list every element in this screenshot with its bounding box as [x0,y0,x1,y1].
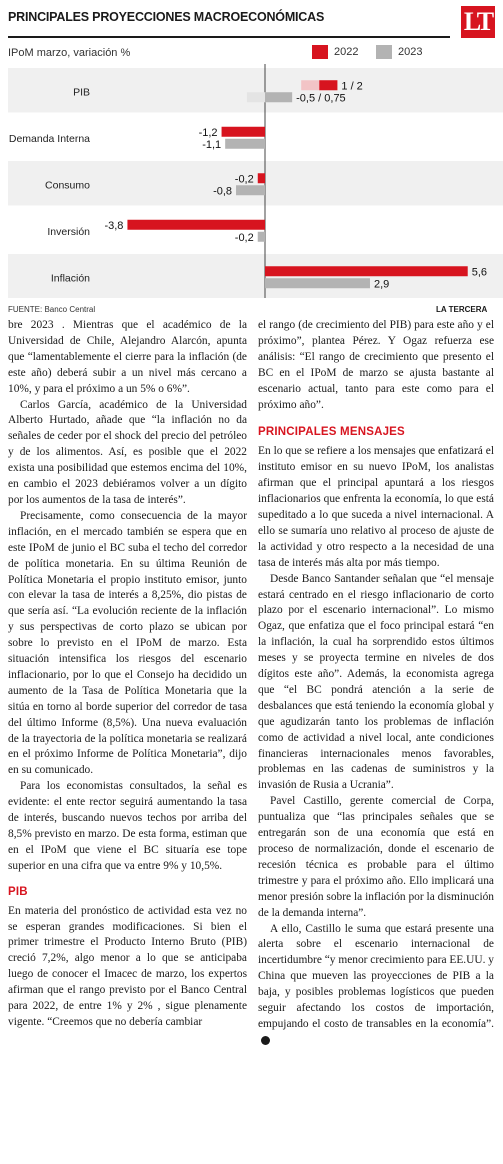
bar-2023 [225,139,265,149]
bar-2022 [222,127,265,137]
legend-swatch-2022 [312,45,328,59]
bar-2023 [265,278,370,288]
data-label-2023: -0,2 [234,231,254,244]
bar-2022 [319,80,337,90]
chart-title: PRINCIPALES PROYECCIONES MACROECONÓMICAS [8,10,325,24]
data-label-2022: -0,2 [234,173,254,186]
bar-chart [0,64,503,298]
article-paragraph: Para los economistas consultados, la señal es evidente: el ente rector seguirá aumentando la tasa de interés, buscando nuevos techos por arriba del 8,5% previsto en marzo. De esta forma, estiman que en el IPoM que viene el BC situaría ese tope superior en una cifra que va entre 9% y 10,5%. [8,780,247,872]
data-label-2022: 1 / 2 [341,80,363,93]
article-paragraph: el rango (de crecimiento del PIB) para este año y el próximo”, plantea Pérez. Y Ogaz refuerza ese análisis: “El rango de crecimiento que presento el BC en el IPoM de marzo se ajusta bastante al escenario actual, tanto para este como para el próximo año”. [258,319,494,411]
legend-label-2022: 2022 [334,46,359,58]
bar-2022 [265,266,468,276]
category-label: Demanda Interna [8,132,90,145]
bar-2023 [258,232,265,242]
category-label: Inflación [50,272,90,285]
data-label-2023: 2,9 [373,278,390,291]
article-paragraph: Pavel Castillo, gerente comercial de Corpa, puntualiza que “las principales señales que se entregarán son de una economía que está en proceso de normalización, donde el escenario de recesión técnica es probable para el último trimestre y para el próximo año. Ello implicará una menor presión sobre la inflación por la disminución de la demanda interna”. [258,795,494,919]
article-paragraph: En materia del pronóstico de actividad esta vez no se esperan grandes modificaciones. Si bien el primer trimestre el Producto Interno Bruto (PIB) creció 7,2%, algo menor a lo que se anticipaba luego de conocer el Imacec de marzo, los expertos afirman que el rango previsto por el Banco Central para 2022, de entre 1% y 2% , sigue plenamente vigente. “Creemos que no debería cambiar [8,904,247,1028]
bar-2023 [265,92,292,102]
bar-2022 [258,173,265,183]
legend-label-2023: 2023 [398,46,423,58]
article-paragraph: En lo que se refiere a los mensajes que enfatizará el instituto emisor en su nuevo IPoM, los analistas afirman que el principal apuntará a los riesgos inflacionarios que enfrenta la economía, lo que está supeditado a lo que suceda a nivel internacional. A ello se sumaría uno relativo al proceso de ajuste de la actividad y otro respecto a la necesidad de una tasa de interés más alta por más tiempo. [258,445,494,569]
la-tercera-logo: LT [461,6,495,38]
chart-subtitle: IPoM marzo, variación % [8,47,131,59]
article-paragraph: Precisamente, como consecuencia de la mayor inflación, en el mercado también se espera que en este IPoM de junio el BC suba el techo del corredor de política monetaria. En su última Reunión de Política Monetaria el propio instituto emisor, junto con elevar la tasa de interés a 8,25%, dio pistas de que sería así. “La evolución reciente de la inflación y sus perspectivas de corto plazo se ubican por sobre lo previsto en el IPoM de marzo. Esta situación intensifica los riesgos del escenario inflacionario, por lo que el Consejo ha decidido un aumento de la Tasa de Política Monetaria que la sitúa en torno al borde superior del corredor de tasa del último Informe (8,5%). Una nueva evaluación de la trayectoria de la política monetaria se realizará en el próximo Informe de Política Monetaria”, dijo en su comunicado. [8,509,247,777]
end-mark-icon [261,1036,270,1045]
category-label: Inversión [47,225,90,238]
data-label-2023: -0,5 / 0,75 [296,92,346,105]
title-rule [8,36,450,38]
category-label: Consumo [45,179,90,192]
article-paragraph: Desde Banco Santander señalan que “el mensaje estará centrado en el riesgo inflacionario de corto plazo por el escenario internacional”. Lo mismo Ogaz, que enfatiza que el foco principal estará “en la inflación, la cual ha sorprendido estos últimos meses y se proyecta termine en niveles de dos dígitos este año”. Además, la economista agrega que “el BC pondrá atención a la serie de desbalances que está teniendo la economía global y que agudizarán tanto los problemas de inflación como de actividad a nivel local, ante condiciones financieras internacionales menos favorables, problemas en las cadenas de suministros y la invasión de Rusia a Ucrania”. [258,572,494,792]
data-label-2022: 5,6 [471,266,488,279]
legend-swatch-2023 [376,45,392,59]
bar-2022 [127,220,265,230]
data-label-2023: -1,1 [202,138,222,151]
data-label-2023: -0,8 [213,185,233,198]
section-heading-mensajes: PRINCIPALES MENSAJES [258,426,405,439]
article-column-right [258,318,494,1049]
chart-source: FUENTE: Banco Central [8,305,96,314]
category-label: PIB [73,86,90,99]
data-label-2022: -1,2 [198,126,218,139]
article-column-left [8,318,247,1031]
section-heading-pib: PIB [8,885,28,898]
article-paragraph: bre 2023 . Mientras que el académico de la Universidad de Chile, Alejandro Alarcón, apunta que “lamentablemente el cierre para la inflación (de este año) deberá subir a un nivel más cercano a 10%, y para el próximo a un 5% o 6%”. [8,319,247,395]
article-paragraph: A ello, Castillo le suma que estará presente una alerta sobre el escenario internacional de incertidumbre “y menor crecimiento para EE.UU. y China que mueven las proyecciones de PIB a la baja, y posibles problemas logísticos que pueden seguir afectando los costos de importación, empujando el costo de transables en la economía”. [258,922,494,1030]
data-label-2022: -3,8 [104,219,124,232]
chart-brand: LA TERCERA [436,305,488,314]
article-paragraph: Carlos García, académico de la Universidad Alberto Hurtado, añade que “la inflación no da señales de ceder por el shock del precio del petróleo y de los alimentos. Así, es posible que el 2022 exista una posibilidad que estemos encima del 10%, en cambio el 2023 debiéramos volver a un dígito por los aumentos de la tasa de interés”. [8,398,247,506]
bar-2023 [236,185,265,195]
